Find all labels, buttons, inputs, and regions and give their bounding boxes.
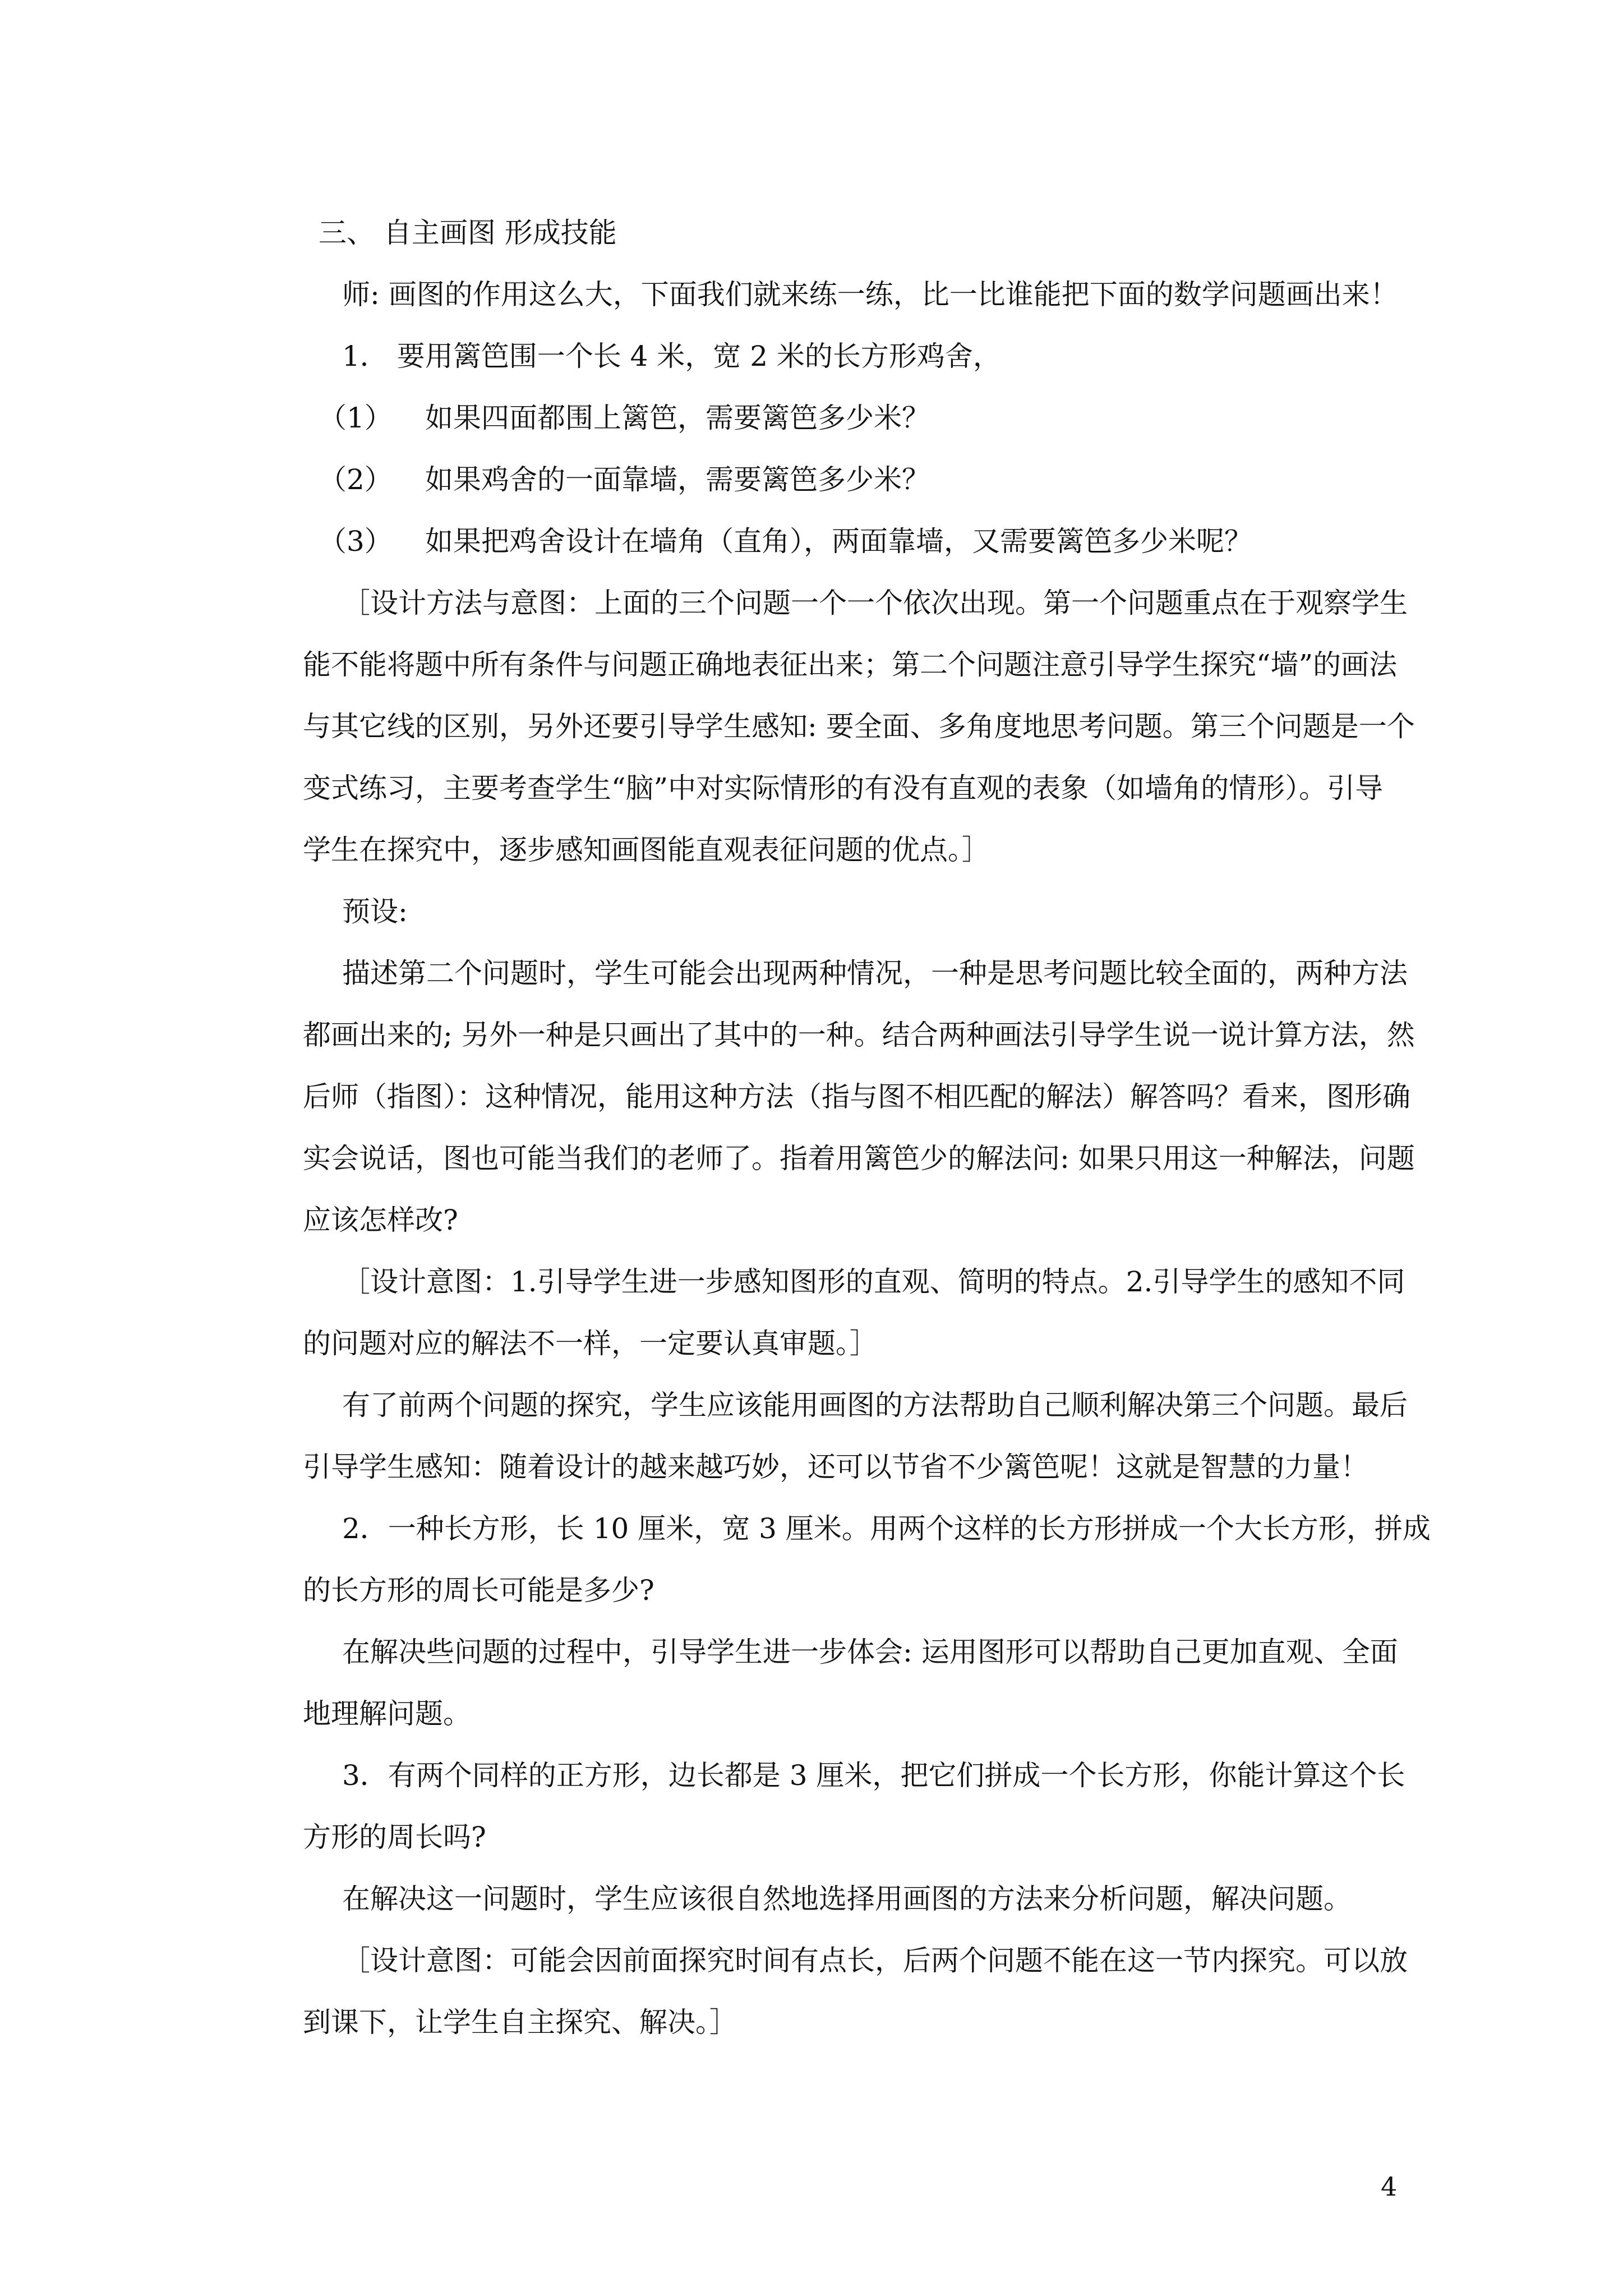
design-note-1-line-3: 与其它线的区别，另外还要引导学生感知: 要全面、多角度地思考问题。第三个问题是一个	[303, 710, 1415, 743]
paragraph-5: 在解决这一问题时，学生应该很自然地选择用画图的方法来分析问题，解决问题。	[342, 1883, 1352, 1915]
preset-para-line-2: 都画出来的; 另外一种是只画出了其中的一种。结合两种画法引导学生说一说计算方法，然	[303, 1019, 1415, 1051]
item-text: 如果把鸡舍设计在墙角（直角），两面靠墙，又需要篱笆多少米呢？	[425, 525, 1252, 558]
design-note-3-line-2: 到课下，让学生自主探究、解决。］	[303, 2006, 737, 2039]
design-note-3-line-1: ［设计意图：可能会因前面探究时间有点长，后两个问题不能在这一节内探究。可以放	[342, 1944, 1408, 1977]
design-note-1-line-5: 学生在探究中，逐步感知画图能直观表征问题的优点。］	[303, 834, 990, 866]
design-note-2-line-1: ［设计意图：1.引导学生进一步感知图形的直观、简明的特点。2.引导学生的感知不同	[342, 1266, 1405, 1298]
paragraph-3-line-2: 引导学生感知：随着设计的越来越巧妙，还可以节省不少篱笆呢！这就是智慧的力量！	[303, 1451, 1368, 1483]
page-number: 4	[1381, 2171, 1398, 2202]
design-note-2-line-2: 的问题对应的解法不一样，一定要认真审题。］	[303, 1327, 878, 1360]
page-body	[303, 202, 1431, 2053]
section-heading: 三、 自主画图 形成技能	[319, 217, 617, 249]
paragraph-4-line-2: 地理解问题。	[303, 1697, 471, 1730]
preset-para-line-1: 描述第二个问题时，学生可能会出现两种情况，一种是思考问题比较全面的，两种方法	[342, 957, 1408, 990]
question-1: 1． 要用篱笆围一个长 4 米，宽 2 米的长方形鸡舍，	[342, 340, 1001, 372]
paragraph-intro: 师: 画图的作用这么大，下面我们就来练一练，比一比谁能把下面的数学问题画出来！	[342, 278, 1398, 311]
item-number: （3）	[319, 525, 393, 558]
question-2-line-1: 2．一种长方形，长 10 厘米，宽 3 厘米。用两个这样的长方形拼成一个大长方形，拼成	[342, 1512, 1431, 1545]
paragraph-4-line-1: 在解决些问题的过程中，引导学生进一步体会: 运用图形可以帮助自己更加直观、全面	[342, 1636, 1398, 1668]
question-3-line-2: 方形的周长吗?	[303, 1821, 486, 1853]
item-number: （1）	[319, 402, 393, 434]
preset-para-line-3: 后师（指图）：这种情况，能用这种方法（指与图不相匹配的解法）解答吗？看来，图形确	[303, 1080, 1410, 1113]
design-note-1-line-1: ［设计方法与意图：上面的三个问题一个一个依次出现。第一个问题重点在于观察学生	[342, 587, 1408, 619]
paragraph-3-line-1: 有了前两个问题的探究，学生应该能用画图的方法帮助自己顺利解决第三个问题。最后	[342, 1389, 1408, 1421]
preset-label: 预设:	[342, 895, 408, 928]
item-text: 如果四面都围上篱笆，需要篱笆多少米？	[425, 402, 930, 434]
question-1-part-1	[303, 387, 1385, 449]
item-text: 如果鸡舍的一面靠墙，需要篱笆多少米？	[425, 463, 930, 496]
design-note-1-line-4: 变式练习，主要考查学生“脑”中对实际情形的有没有直观的表象（如墙角的情形）。引导	[303, 772, 1384, 804]
question-3-line-1: 3．有两个同样的正方形，边长都是 3 厘米，把它们拼成一个长方形，你能计算这个长	[342, 1759, 1405, 1792]
item-number: （2）	[319, 463, 393, 496]
design-note-1-line-2: 能不能将题中所有条件与问题正确地表征出来；第二个问题注意引导学生探究“墙”的画法	[303, 648, 1398, 681]
question-1-part-2	[303, 449, 1385, 510]
preset-para-line-4: 实会说话，图也可能当我们的老师了。指着用篱笆少的解法问: 如果只用这一种解法，问题	[303, 1142, 1415, 1175]
question-2-line-2: 的长方形的周长可能是多少?	[303, 1574, 654, 1607]
preset-para-line-5: 应该怎样改?	[303, 1204, 458, 1236]
question-1-part-3	[303, 510, 1385, 572]
